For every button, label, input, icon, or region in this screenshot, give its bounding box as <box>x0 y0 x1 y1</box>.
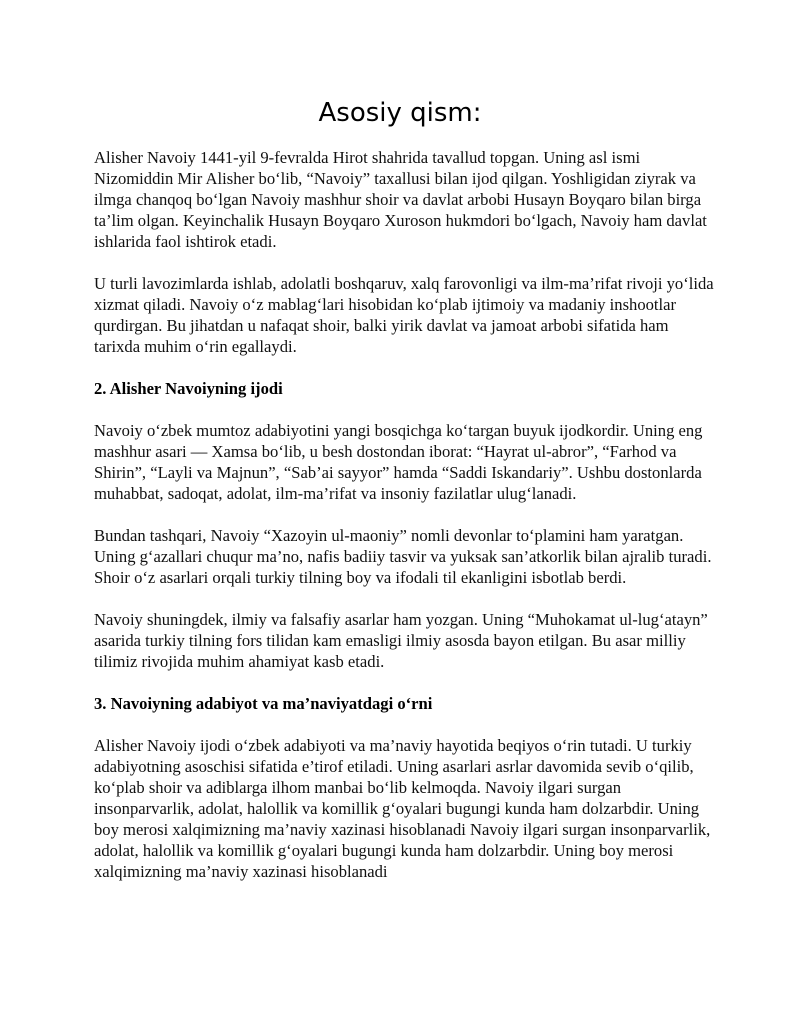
paragraph: Bundan tashqari, Navoiy “Xazoyin ul-maoniy” nomli devonlar to‘plamini ham yaratgan. Uning g‘azallari chuqur ma’no, nafis badiiy tasvir va yuksak san’atkorlik bilan ajralib turadi. Shoir o‘z asarlari orqali turkiy tilning boy va ifodali til ekanligini isbotlab berdi. <box>94 526 712 587</box>
paragraph: Alisher Navoiy ijodi o‘zbek adabiyoti va ma’naviy hayotida beqiyos o‘rin tutadi. U turkiy adabiyotning asoschisi sifatida e’tirof etiladi. Uning asarlari asrlar davomida sevib o‘qilib, ko‘plab shoir va adiblarga ilhom manbai bo‘lib kelmoqda. Navoiy ilgari surgan insonparvarlik, adolat, halollik va komillik g‘oyalari bugungi kunda ham dolzarbdir. Uning boy merosi xalqimizning ma’naviy xazinasi hisoblanadi Navoiy ilgari surgan insonparvarlik, adolat, halollik va komillik g‘oyalari bugungi kunda ham dolzarbdir. Uning boy merosi xalqimizning ma’naviy xazinasi hisoblanadi <box>94 736 711 881</box>
section-heading: 3. Navoiyning adabiyot va ma’naviyatdagi o‘rni <box>94 694 433 713</box>
paragraph: Navoiy o‘zbek mumtoz adabiyotini yangi bosqichga ko‘targan buyuk ijodkordir. Uning eng mashhur asari — Xamsa bo‘lib, u besh dostondan iborat: “Hayrat ul-abror”, “Farhod va Shirin”, “Layli va Majnun”, “Sab’ai sayyor” hamda “Saddi Iskandariy”. Ushbu dostonlarda muhabbat, sadoqat, adolat, ilm-ma’rifat va insoniy fazilatlar ulug‘lanadi. <box>94 421 703 503</box>
section-heading: 2. Alisher Navoiyning ijodi <box>94 379 283 398</box>
document-body <box>94 147 714 903</box>
paragraph: U turli lavozimlarda ishlab, adolatli boshqaruv, xalq farovonligi va ilm-ma’rifat rivoji yo‘lida xizmat qiladi. Navoiy o‘z mablag‘lari hisobidan ko‘plab ijtimoiy va madaniy inshootlar qurdirgan. Bu jihatdan u nafaqat shoir, balki yirik davlat va jamoat arbobi sifatida ham tarixda muhim o‘rin egallaydi. <box>94 274 714 356</box>
paragraph: Navoiy shuningdek, ilmiy va falsafiy asarlar ham yozgan. Uning “Muhokamat ul-lug‘atayn” asarida turkiy tilning fors tilidan kam emasligi ilmiy asosda bayon etilgan. Bu asar milliy tilimiz rivojida muhim ahamiyat kasb etadi. <box>94 610 708 671</box>
paragraph: Alisher Navoiy 1441-yil 9-fevralda Hirot shahrida tavallud topgan. Uning asl ismi Nizomiddin Mir Alisher bo‘lib, “Navoiy” taxallusi bilan ijod qilgan. Yoshligidan ziyrak va ilmga chanqoq bo‘lgan Navoiy mashhur shoir va davlat arbobi Husayn Boyqaro bilan birga ta’lim olgan. Keyinchalik Husayn Boyqaro Xuroson hukmdori bo‘lgach, Navoiy ham davlat ishlarida faol ishtirok etadi. <box>94 148 707 251</box>
page-title: Asosiy qism: <box>318 98 482 128</box>
